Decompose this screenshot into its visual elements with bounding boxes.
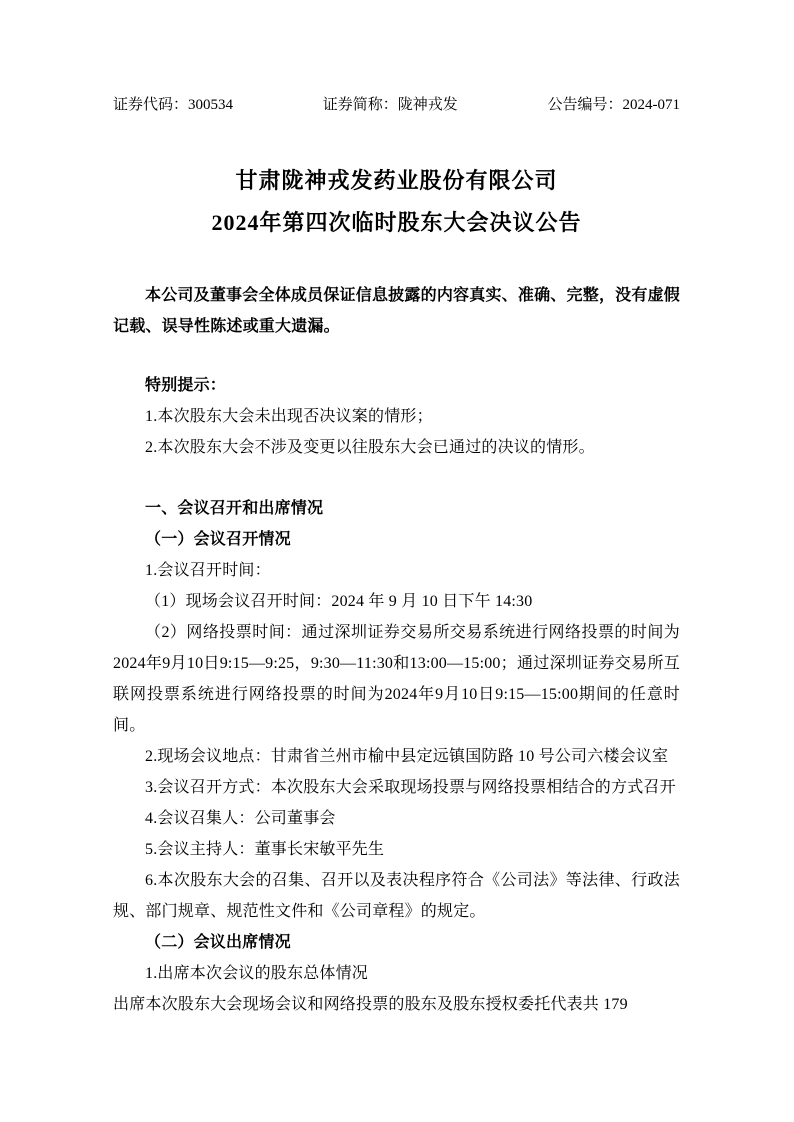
meeting-time-label: 1.会议召开时间：	[145, 562, 271, 579]
special-note-item-2: 2.本次股东大会不涉及变更以往股东大会已通过的决议的情形。	[145, 439, 595, 456]
section-1-heading: 一、会议召开和出席情况	[145, 500, 324, 517]
special-note-heading: 特别提示：	[145, 377, 227, 394]
stock-name: 证券简称：陇神戎发	[322, 97, 458, 113]
section-1-1-heading: （一）会议召开情况	[145, 531, 291, 548]
section-1-2-heading: （二）会议出席情况	[145, 934, 291, 951]
meeting-legality-statement: 6.本次股东大会的召集、召开以及表决程序符合《公司法》等法律、行政法规、部门规章、规范性文件和《公司章程》的规定。	[113, 872, 680, 920]
company-name-title: 甘肃陇神戎发药业股份有限公司	[235, 168, 558, 193]
onsite-meeting-time: （1）现场会议召开时间：2024 年 9 月 10 日下午 14:30	[145, 593, 533, 610]
document-title-block	[113, 160, 680, 244]
disclaimer-paragraph: 本公司及董事会全体成员保证信息披露的内容真实、准确、完整，没有虚假记载、误导性陈述或重大遗漏。	[113, 287, 680, 335]
announcement-number: 公告编号：2024-071	[547, 97, 680, 113]
meeting-chair: 5.会议主持人：董事长宋敏平先生	[145, 841, 385, 858]
document-header	[113, 95, 680, 115]
meeting-method: 3.会议召开方式：本次股东大会采取现场投票与网络投票相结合的方式召开	[145, 779, 676, 796]
attendance-count-line: 出席本次股东大会现场会议和网络投票的股东及股东授权委托代表共 179	[113, 996, 628, 1013]
special-note-item-1: 1.本次股东大会未出现否决议案的情形；	[145, 408, 433, 425]
meeting-location: 2.现场会议地点：甘肃省兰州市榆中县定远镇国防路 10 号公司六楼会议室	[145, 748, 669, 765]
attendance-overview-label: 1.出席本次会议的股东总体情况	[145, 965, 369, 982]
announcement-title: 2024年第四次临时股东大会决议公告	[211, 210, 582, 235]
meeting-convener: 4.会议召集人：公司董事会	[145, 810, 336, 827]
stock-code: 证券代码：300534	[113, 97, 234, 113]
online-voting-time: （2）网络投票时间：通过深圳证券交易所交易系统进行网络投票的时间为2024年9月10日9:15—9:25，9:30—11:30和13:00—15:00；通过深圳证券交易所互联网投票系统进行网络投票的时间为2024年9月10日9:15—15:00期间的任意时间。	[113, 624, 680, 734]
